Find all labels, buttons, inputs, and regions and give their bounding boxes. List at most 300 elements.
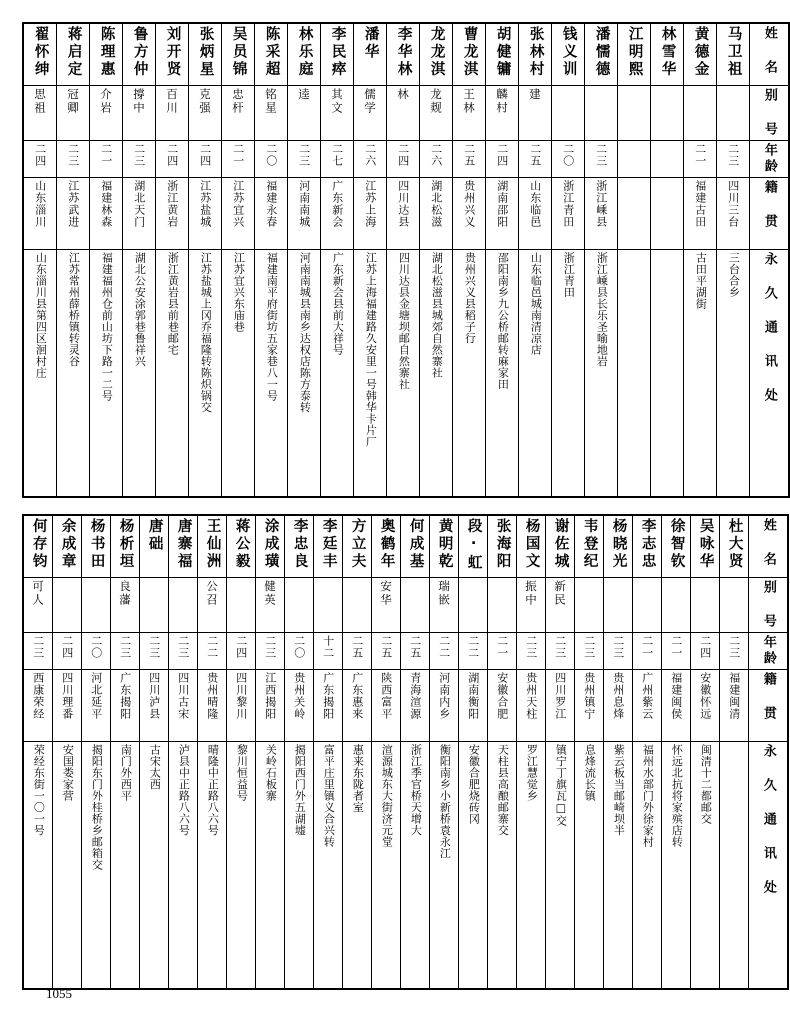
cell-age [255,140,288,177]
table-gap [22,498,720,514]
cell-address [314,741,343,989]
address-text: 福建福州仓前山坊下路一二号 [100,251,114,401]
cell-address [343,741,372,989]
native-text: 江苏上海 [363,179,377,228]
cell-alias [575,577,604,632]
cell-address [285,741,314,989]
cell-native [140,669,169,741]
name-text: 李民瘁 [329,26,346,79]
age-text: 二一 [495,634,509,659]
cell-address [684,249,717,497]
cell-address [430,741,459,989]
alias-text: 瑞嵌 [437,579,452,607]
cell-age [387,140,420,177]
name-text: 唐础 [146,518,163,553]
name-text: 李华林 [395,26,412,79]
alias-text: 龙觌 [429,87,444,115]
native-text: 河南内乡 [437,671,451,720]
alias-text: 建 [528,87,543,101]
address-text: 揭阳东门外桂桥乡邮箱交 [90,743,104,870]
age-text: 二三 [524,634,538,659]
cell-age [651,140,684,177]
cell-address [453,249,486,497]
cell-alias [684,85,717,140]
cell-native [519,177,552,249]
cell-alias [90,85,123,140]
age-text: 二三 [147,634,161,659]
address-text: 浙江季官桥天增大 [409,743,423,836]
age-text: 二三 [176,634,190,659]
address-text: 贵州兴义县稻子行 [463,251,477,344]
native-text: 河北延平 [89,671,103,720]
cell-age [57,140,90,177]
native-text: 西康荣经 [31,671,45,720]
cell-alias [720,577,749,632]
address-text: 福建南平府街坊五家巷八一号 [265,251,279,401]
age-text: 二二 [437,634,451,659]
cell-native [459,669,488,741]
cell-address [111,741,140,989]
native-text: 贵州晴隆 [205,671,219,720]
cell-alias [123,85,156,140]
cell-age [684,140,717,177]
age-text: 二六 [363,142,377,167]
cell-native [552,177,585,249]
cell-address [372,741,401,989]
age-text: 二五 [408,634,422,659]
address-text: 广东新会县前大祥号 [331,251,345,355]
age-text: 二三 [594,142,608,167]
cell-alias [651,85,684,140]
name-text: 徐智钦 [668,518,685,571]
cell-native [717,177,750,249]
header-label: 籍 贯 [760,671,776,722]
cell-name [401,515,430,577]
cell-age [285,632,314,669]
address-text: 镇宁丁旗瓦□交 [554,743,568,826]
alias-text: 振中 [524,579,539,607]
cell-address [662,741,691,989]
cell-address [420,249,453,497]
cell-name [321,23,354,85]
cell-name [488,515,517,577]
cell-age [354,140,387,177]
address-text: 福州水部门外徐家村 [641,743,655,847]
cell-alias [633,577,662,632]
name-text: 段·虹 [465,518,482,572]
name-text: 鲁方仲 [131,26,148,79]
header-address [750,249,790,497]
name-text: 江明熙 [626,26,643,79]
name-text: 李志忠 [639,518,656,571]
cell-address [546,741,575,989]
cell-name [222,23,255,85]
name-text: 奥鹤年 [378,518,395,571]
native-text: 湖北天门 [132,179,146,228]
address-text: 南门外西平 [119,743,133,801]
cell-name [140,515,169,577]
cell-name [430,515,459,577]
cell-name [111,515,140,577]
cell-address [604,741,633,989]
cell-address [123,249,156,497]
cell-address [189,249,222,497]
name-text: 涂成璜 [262,518,279,571]
cell-native [343,669,372,741]
alias-text: 逵 [297,87,312,101]
cell-native [23,177,57,249]
cell-address [486,249,519,497]
cell-alias [23,85,57,140]
age-text: 二五 [350,634,364,659]
cell-age [420,140,453,177]
cell-address [53,741,82,989]
cell-age [575,632,604,669]
cell-name [486,23,519,85]
name-text: 何成基 [407,518,424,571]
cell-age [288,140,321,177]
name-text: 林雪华 [659,26,676,79]
name-text: 林乐庭 [296,26,313,79]
address-text: 闽清十二都邮交 [699,743,713,824]
age-text: 二四 [698,634,712,659]
alias-text: 其文 [330,87,345,115]
native-text: 浙江嵊县 [594,179,608,228]
cell-address [633,741,662,989]
age-text: 二〇 [561,142,575,167]
cell-native [651,177,684,249]
cell-alias [430,577,459,632]
age-text: 二四 [396,142,410,167]
cell-alias [662,577,691,632]
cell-alias [618,85,651,140]
age-text: 二一 [669,634,683,659]
cell-age [321,140,354,177]
name-text: 潘华 [362,26,379,61]
cell-name [198,515,227,577]
address-text: 江苏常州薛桥镇转灵谷 [67,251,81,367]
cell-native [314,669,343,741]
cell-age [459,632,488,669]
age-text: 二三 [132,142,146,167]
native-text: 湖北松滋 [429,179,443,228]
cell-name [156,23,189,85]
name-text: 杜大贤 [726,518,743,571]
cell-age [53,632,82,669]
name-text: 李忠良 [291,518,308,571]
name-text: 杨书田 [88,518,105,571]
cell-address [354,249,387,497]
cell-alias [314,577,343,632]
age-text: 二三 [66,142,80,167]
cell-age [517,632,546,669]
header-label: 永 久 通 讯 处 [761,251,777,404]
cell-address [169,741,198,989]
roster-row-native [23,669,788,741]
cell-age [343,632,372,669]
cell-address [387,249,420,497]
name-text: 方立夫 [349,518,366,571]
cell-native [198,669,227,741]
roster-row-alias [23,577,788,632]
age-text: 二三 [553,634,567,659]
cell-native [575,669,604,741]
address-text: 安徽合肥烧砖冈 [467,743,481,824]
cell-name [459,515,488,577]
alias-text: 健英 [263,579,278,607]
name-text: 杨国文 [523,518,540,571]
cell-alias [198,577,227,632]
cell-name [23,23,57,85]
header-label: 姓 名 [761,26,777,76]
cell-address [585,249,618,497]
cell-address [651,249,684,497]
header-native [750,177,790,249]
address-text: 晴隆中正路八六号 [206,743,220,836]
cell-age [401,632,430,669]
alias-text: 介岩 [99,87,114,115]
cell-native [420,177,453,249]
cell-native [256,669,285,741]
address-text: 天柱县高酿邮寨交 [496,743,510,836]
cell-age [691,632,720,669]
cell-name [123,23,156,85]
address-text: 湖北松滋县城郊自然寨社 [430,251,444,378]
cell-alias [387,85,420,140]
alias-text: 儒学 [363,87,378,115]
cell-alias [585,85,618,140]
native-text: 广东揭阳 [118,671,132,720]
address-text: 关岭石板寨 [264,743,278,801]
cell-native [662,669,691,741]
address-text: 古田平湖街 [694,251,708,309]
cell-age [82,632,111,669]
header-label: 年龄 [760,634,776,667]
native-text: 贵州兴义 [462,179,476,228]
cell-age [111,632,140,669]
native-text: 陕西富平 [379,671,393,720]
cell-name [717,23,750,85]
cell-name [255,23,288,85]
name-text: 唐寨福 [175,518,192,571]
name-text: 陈理惠 [98,26,115,79]
cell-native [372,669,401,741]
cell-age [123,140,156,177]
cell-age [314,632,343,669]
cell-native [720,669,749,741]
name-text: 胡健镛 [494,26,511,79]
address-text: 浙江黄岩县前巷邮宅 [166,251,180,355]
cell-name [285,515,314,577]
native-text: 四川理番 [60,671,74,720]
cell-alias [57,85,90,140]
roster-row-address [23,741,788,989]
header-age [749,632,789,669]
alias-text: 撐中 [132,87,147,115]
cell-alias [256,577,285,632]
cell-age [453,140,486,177]
cell-native [288,177,321,249]
cell-alias [140,577,169,632]
address-text: 湖北公安涂郭巷鲁祥兴 [133,251,147,367]
cell-age [227,632,256,669]
cell-address [198,741,227,989]
cell-age [633,632,662,669]
address-text: 江苏宜兴东庙巷 [232,251,246,332]
cell-address [23,741,53,989]
age-text: 二一 [99,142,113,167]
age-text: 二三 [263,634,277,659]
cell-alias [82,577,111,632]
cell-name [53,515,82,577]
native-text: 福建林森 [99,179,113,228]
alias-text: 安华 [379,579,394,607]
age-text: 二五 [462,142,476,167]
cell-address [23,249,57,497]
cell-native [387,177,420,249]
address-text: 江苏上海福建路久安里一号韩华卡片厂 [364,251,378,447]
header-alias [749,577,789,632]
cell-alias [285,577,314,632]
age-text: 二一 [640,634,654,659]
name-text: 张海阳 [494,518,511,571]
cell-native [82,669,111,741]
native-text: 四川三台 [726,179,740,228]
name-text: 蒋公毅 [233,518,250,571]
age-text: 二三 [297,142,311,167]
cell-name [575,515,604,577]
name-text: 韦登纪 [581,518,598,571]
age-text: 二二 [205,634,219,659]
name-text: 谢佐城 [552,518,569,571]
age-text: 二六 [429,142,443,167]
native-text: 广东新会 [330,179,344,228]
cell-name [585,23,618,85]
cell-name [546,515,575,577]
roster-row-age [23,632,788,669]
age-text: 二三 [118,634,132,659]
cell-native [604,669,633,741]
cell-address [90,249,123,497]
cell-native [156,177,189,249]
cell-alias [288,85,321,140]
age-text: 二〇 [292,634,306,659]
roster-row-address [23,249,789,497]
alias-text: 王林 [462,87,477,115]
cell-address [720,741,749,989]
cell-age [552,140,585,177]
cell-age [585,140,618,177]
age-text: 二四 [165,142,179,167]
cell-age [198,632,227,669]
cell-alias [717,85,750,140]
cell-alias [546,577,575,632]
cell-alias [401,577,430,632]
native-text: 福建古田 [693,179,707,228]
alias-text: 冠卿 [66,87,81,115]
cell-age [488,632,517,669]
cell-age [662,632,691,669]
native-text: 广东揭阳 [321,671,335,720]
native-text: 福建闽清 [727,671,741,720]
cell-alias [111,577,140,632]
cell-address [401,741,430,989]
address-text: 黎川恒益号 [235,743,249,801]
age-text: 二三 [582,634,596,659]
native-text: 江苏武进 [66,179,80,228]
cell-age [140,632,169,669]
native-text: 贵州息烽 [611,671,625,720]
cell-alias [691,577,720,632]
cell-native [53,669,82,741]
cell-native [401,669,430,741]
name-text: 杨析垣 [117,518,134,571]
cell-native [189,177,222,249]
roster-row-name [23,23,789,85]
roster-row-age [23,140,789,177]
address-text: 荣经东街一〇一号 [32,743,46,836]
cell-age [23,140,57,177]
name-text: 黄明乾 [436,518,453,571]
native-text: 广东惠来 [350,671,364,720]
cell-age [169,632,198,669]
header-label: 籍 贯 [761,179,777,230]
header-label: 永 久 通 讯 处 [760,743,776,896]
alias-text: 铭星 [264,87,279,115]
cell-age [717,140,750,177]
name-text: 陈采超 [263,26,280,79]
cell-alias [321,85,354,140]
cell-name [684,23,717,85]
cell-address [57,249,90,497]
native-text: 江西揭阳 [263,671,277,720]
age-text: 二三 [726,142,740,167]
cell-native [354,177,387,249]
cell-native [227,669,256,741]
alias-text: 公召 [205,579,220,607]
cell-alias [486,85,519,140]
cell-name [618,23,651,85]
cell-alias [519,85,552,140]
cell-address [140,741,169,989]
cell-age [189,140,222,177]
cell-alias [53,577,82,632]
name-text: 张林村 [527,26,544,79]
native-text: 四川罗江 [553,671,567,720]
native-text: 贵州关岭 [292,671,306,720]
alias-text: 良藩 [118,579,133,607]
cell-alias [227,577,256,632]
cell-name [662,515,691,577]
cell-address [575,741,604,989]
age-text: 二四 [234,634,248,659]
cell-age [604,632,633,669]
native-text: 四川泸县 [147,671,161,720]
address-text: 怀远北抗将家殡店转 [670,743,684,847]
cell-address [255,249,288,497]
native-text: 湖南衡阳 [466,671,480,720]
cell-native [23,669,53,741]
name-text: 余成章 [59,518,76,571]
age-text: 二七 [330,142,344,167]
address-text: 罗江慧觉乡 [525,743,539,801]
cell-alias [604,577,633,632]
cell-name [453,23,486,85]
cell-native [585,177,618,249]
native-text: 四川古宋 [176,671,190,720]
native-text: 安徽合肥 [495,671,509,720]
roster-tables [22,22,777,990]
